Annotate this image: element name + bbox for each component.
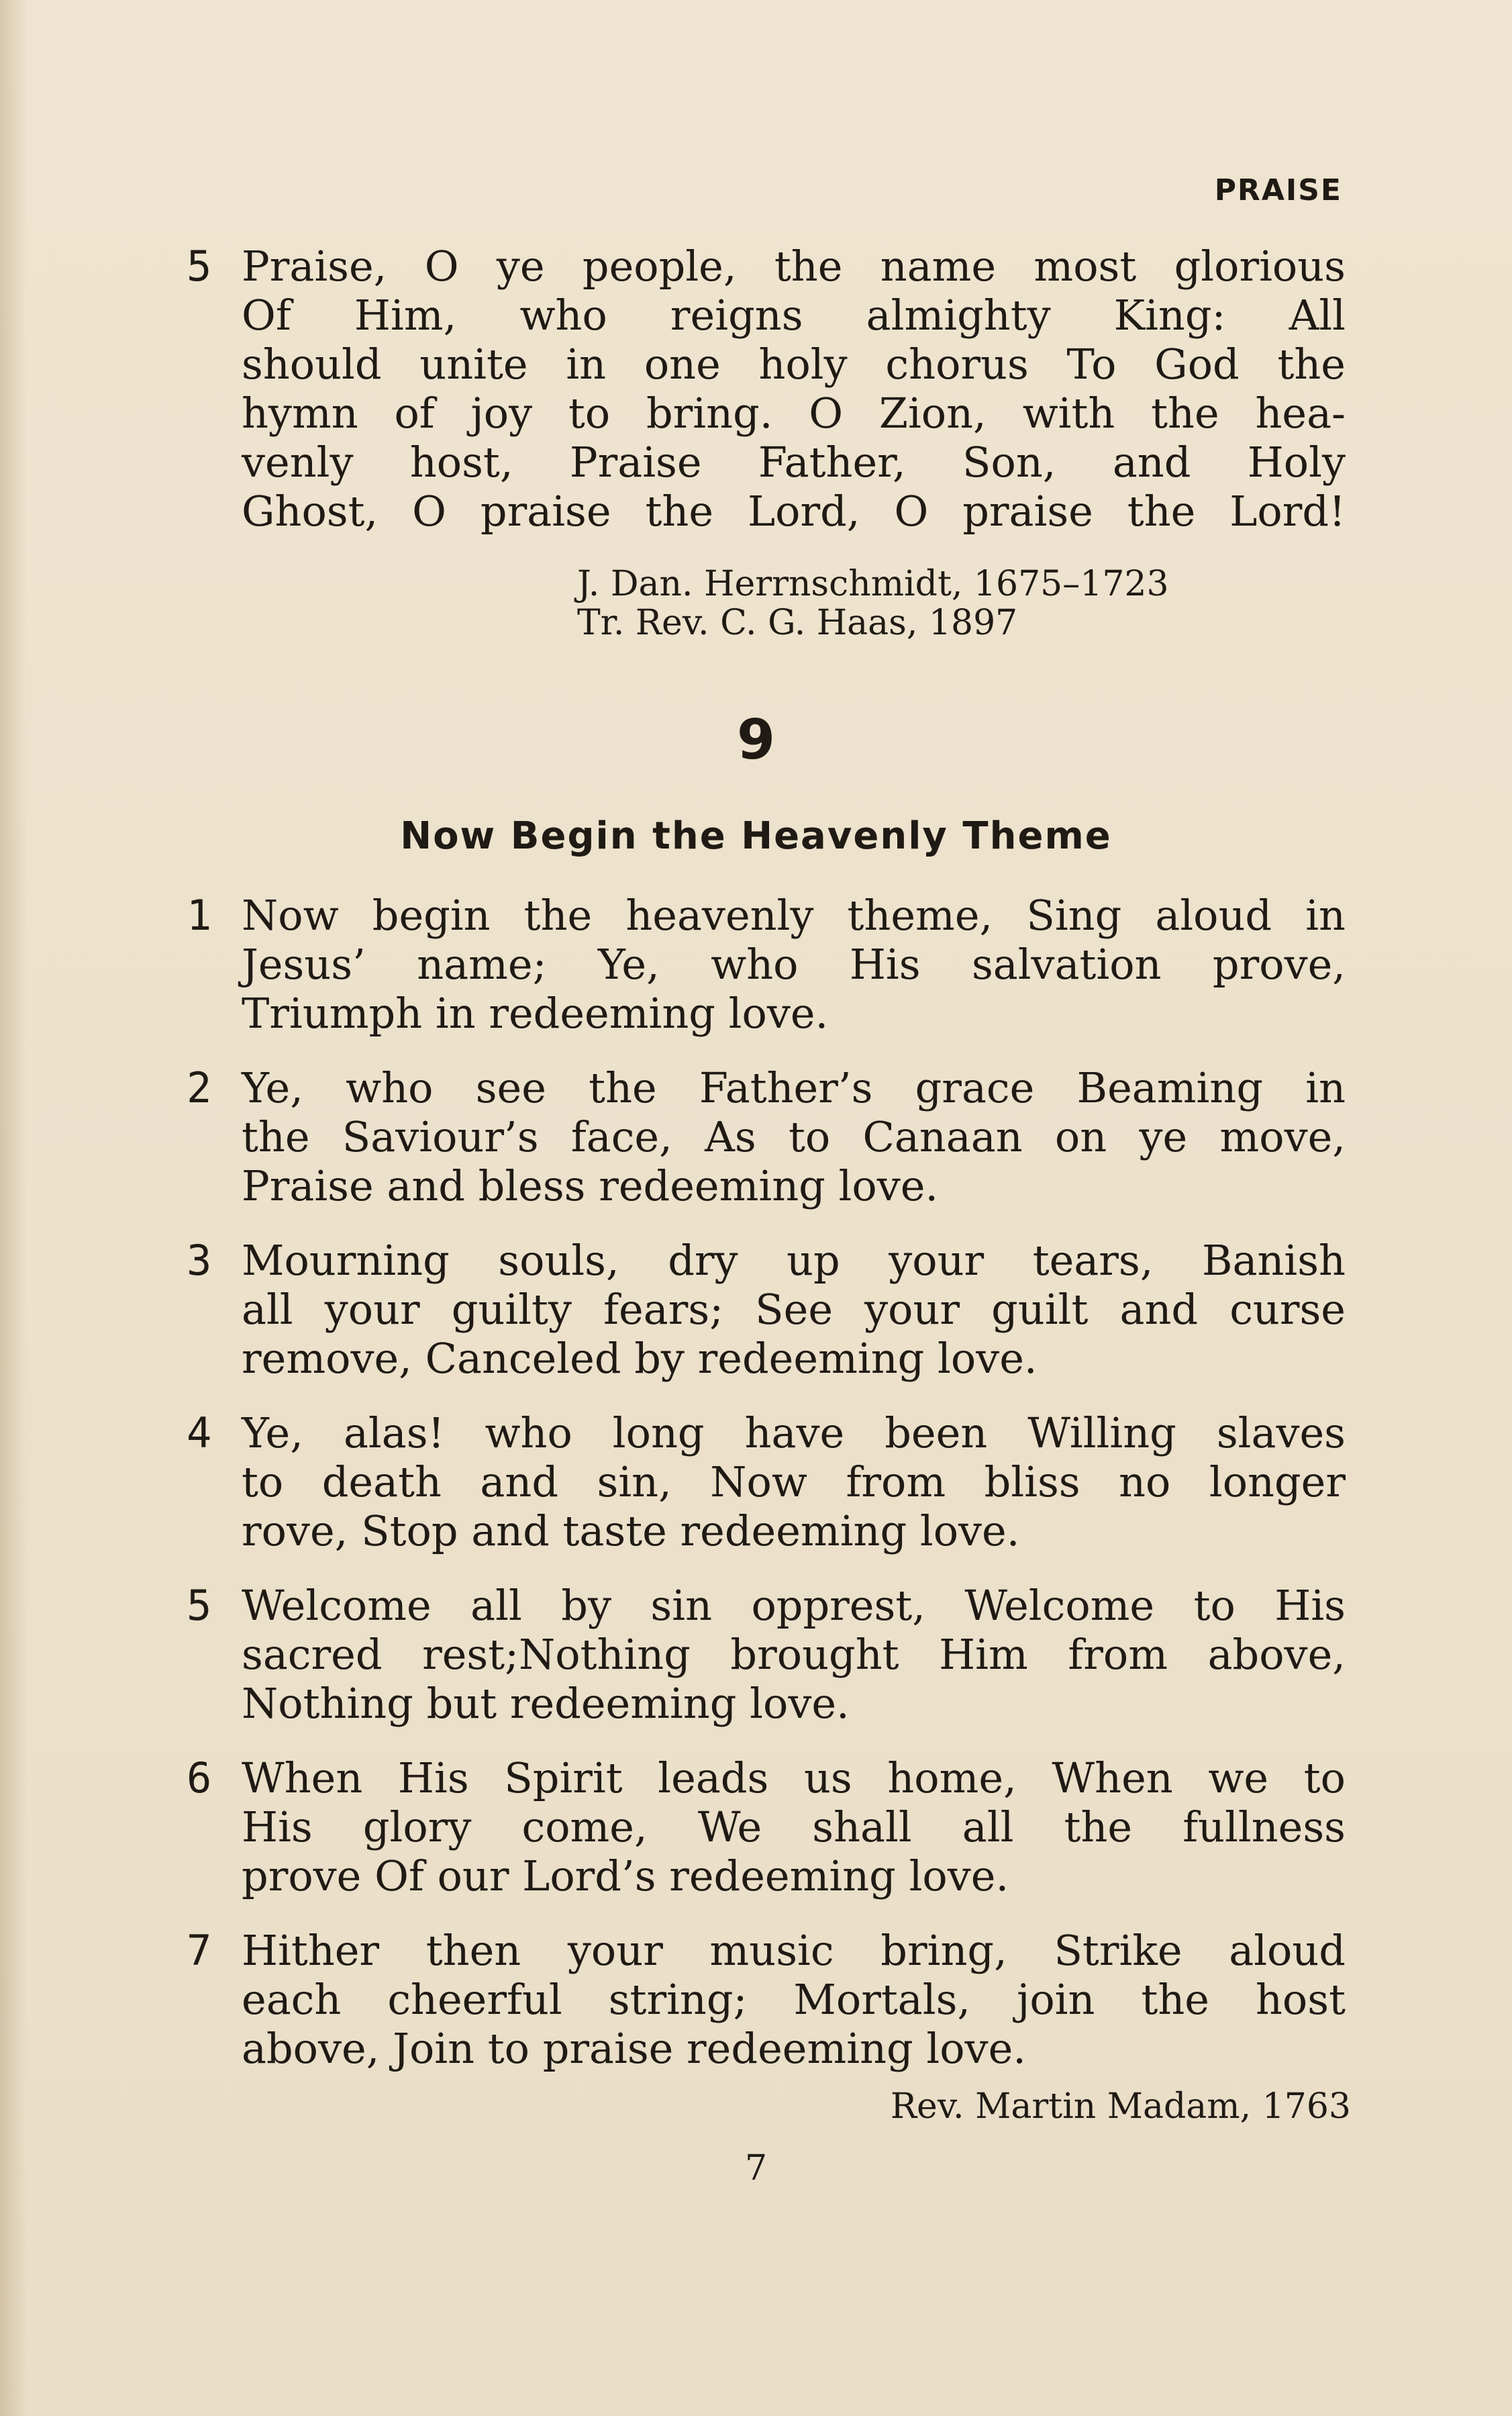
verse-number: 6 [187,1753,212,1802]
section-header: PRAISE [1214,173,1342,207]
verse-number: 1 [187,891,212,940]
verse-line: above, Join to praise redeeming love. [242,2024,1026,2073]
verse-line: Now begin the heavenly theme, Sing aloud in [242,891,1346,940]
verse-line: Ye, alas! who long have been Willing slaves [242,1408,1346,1457]
verse-line: sacred rest;Nothing brought Him from above, [242,1630,1346,1679]
verse-number: 2 [187,1063,212,1112]
verse-line: Hither then your music bring, Strike aloud [242,1926,1346,1975]
hymn-number: 9 [736,708,776,772]
verse-line: hymn of joy to bring. O Zion, with the hea- [242,389,1346,438]
verse-line: Of Him, who reigns almighty King: All [242,291,1346,340]
verse-line: His glory come, We shall all the fullness [242,1802,1346,1851]
verse-line: venly host, Praise Father, Son, and Holy [242,438,1346,487]
verse-line: When His Spirit leads us home, When we to [242,1753,1346,1802]
page-number: 7 [744,2148,768,2188]
verse-line: should unite in one holy chorus To God the [242,340,1346,389]
verse-line: Ghost, O praise the Lord, O praise the Lord! [242,487,1346,536]
prev-hymn-author: J. Dan. Herrnschmidt, 1675–1723 [577,564,1169,604]
verse-number: 5 [187,1581,212,1630]
verse-line: Jesus’ name; Ye, who His salvation prove, [242,940,1346,989]
verse-line: all your guilty fears; See your guilt and curse [242,1285,1346,1334]
verse-line: Triumph in redeeming love. [242,989,829,1038]
verse-number: 3 [187,1236,212,1285]
verse-line: prove Of our Lord’s redeeming love. [242,1851,1009,1900]
verse-line: the Saviour’s face, As to Canaan on ye move, [242,1112,1346,1161]
verse-line: Nothing but redeeming love. [242,1679,850,1728]
verse-line: Mourning souls, dry up your tears, Banish [242,1236,1346,1285]
verse-line: to death and sin, Now from bliss no longer [242,1457,1346,1506]
verse-line: Praise and bless redeeming love. [242,1161,939,1210]
verse-number: 5 [187,242,212,291]
verse-line: rove, Stop and taste redeeming love. [242,1506,1020,1555]
verse-number: 4 [187,1408,212,1457]
hymn-author: Rev. Martin Madam, 1763 [890,2086,1351,2127]
verse-line: Praise, O ye people, the name most glorious [242,242,1346,291]
verse-number: 7 [187,1926,212,1975]
verse-line: remove, Canceled by redeeming love. [242,1334,1038,1383]
verse-line: Welcome all by sin opprest, Welcome to His [242,1581,1346,1630]
verse-line: each cheerful string; Mortals, join the host [242,1975,1346,2024]
hymn-title: Now Begin the Heavenly Theme [400,814,1112,858]
verse-line: Ye, who see the Father’s grace Beaming in [242,1063,1346,1112]
prev-hymn-translator: Tr. Rev. C. G. Haas, 1897 [577,603,1018,643]
